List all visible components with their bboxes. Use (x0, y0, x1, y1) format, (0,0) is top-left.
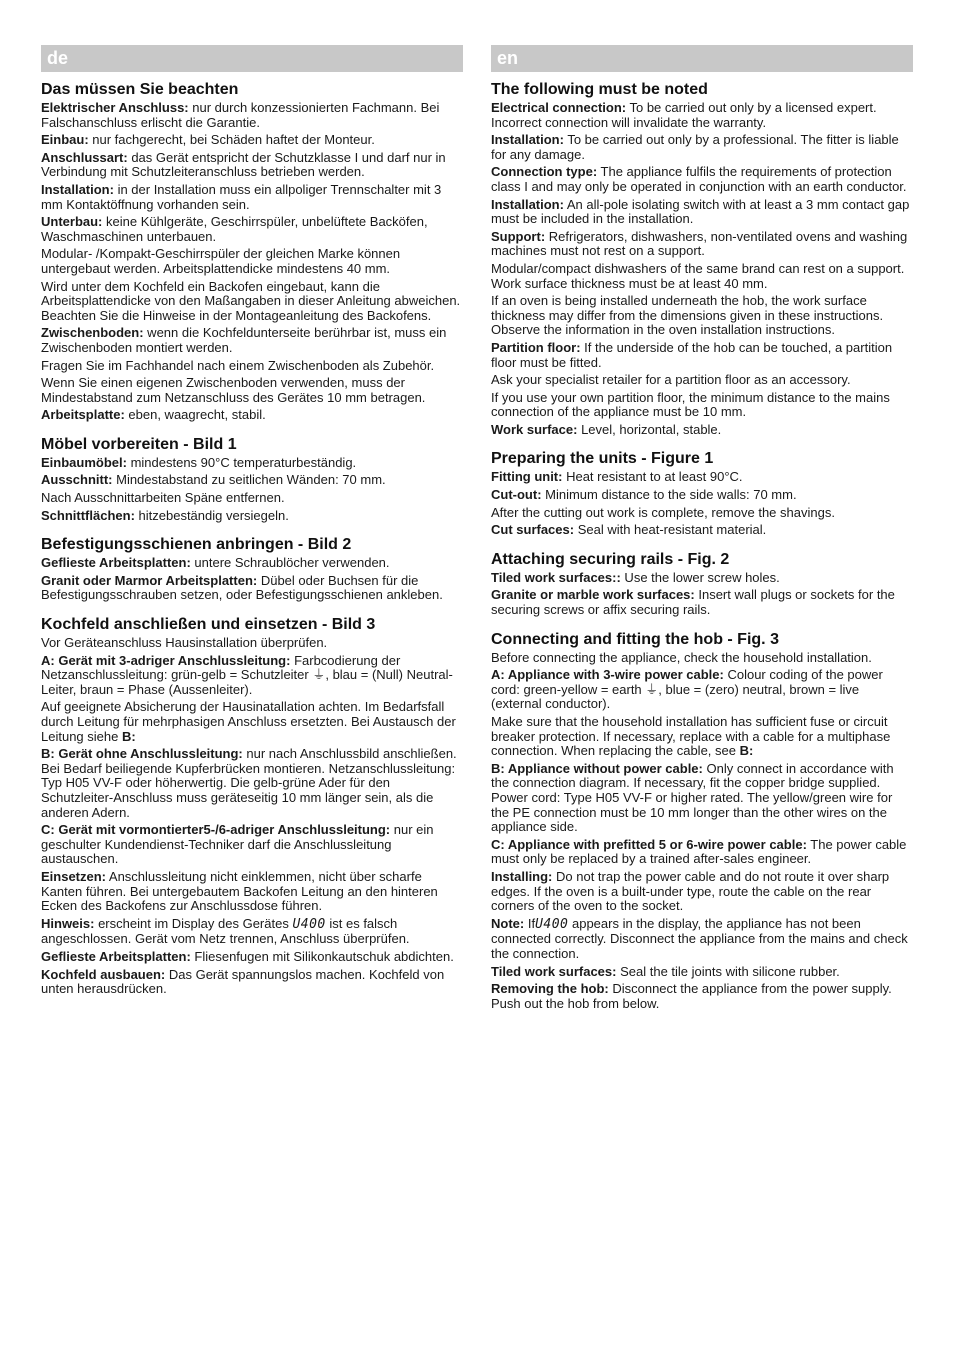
display-code: U400 (292, 916, 326, 932)
paragraph (41, 636, 463, 651)
paragraph-text: Colour coding of the power cord: green-yellow = earth ⏚, blue = (zero) neutral, brown = live (external conductor). (491, 667, 883, 712)
paragraph (41, 101, 463, 130)
paragraph-text: If you use your own partition floor, the minimum distance to the mains connection of the appliance must be 10 mm. (491, 389, 890, 420)
paragraph-text: nur ein geschulter Kundendienst-Techniker darf die Anschlussleitung austauschen. (41, 822, 434, 867)
paragraph (41, 151, 463, 180)
paragraph-text: Farbcodierung der Netzanschlussleitung: grün-gelb = Schutzleiter ⏚, blau = (Null) Neutral-Leiter, braun = Phase (Aussenleiter). (41, 652, 453, 697)
paragraph-text: Fliesenfugen mit Silikonkautschuk abdichten. (190, 948, 454, 964)
paragraph-label: Installation: (491, 196, 564, 212)
paragraph-label: Tiled work surfaces: (491, 963, 617, 979)
paragraph (491, 373, 913, 388)
paragraph (41, 408, 463, 423)
paragraph (491, 230, 913, 259)
paragraph-text: Das Gerät spannungslos machen. Kochfeld von unten herausdrücken. (41, 966, 445, 997)
paragraph-text: Seal with heat-resistant material. (574, 522, 767, 538)
paragraph-text: appears in the display, the appliance has not been connected correctly. Disconnect the appliance from the mains and check the connection. (491, 915, 908, 961)
paragraph-text: If (524, 915, 536, 931)
paragraph-text: Heat resistant to at least 90°C. (562, 469, 743, 485)
paragraph (491, 838, 913, 867)
paragraph (41, 247, 463, 276)
language-bar-de: de (41, 45, 463, 72)
paragraph (41, 747, 463, 820)
section-heading: Attaching securing rails - Fig. 2 (491, 550, 730, 568)
section-heading: Kochfeld anschließen und einsetzen - Bild 3 (41, 616, 376, 634)
paragraph-label: Cut surfaces: (491, 522, 575, 538)
paragraph (41, 823, 463, 867)
paragraph-text: Modular/compact dishwashers of the same brand can rest on a support. Work surface thickness must be at least 40 mm. (491, 260, 905, 291)
paragraph (41, 870, 463, 914)
paragraph-text: in der Installation muss ein allpoliger Trennschalter mit 3 mm Kontaktöffnung vorhanden sein. (41, 181, 442, 212)
paragraph-label: Note: (491, 915, 525, 931)
paragraph-text: Before connecting the appliance, check the household installation. (491, 649, 872, 665)
paragraph-label: Electrical connection: (491, 100, 627, 115)
paragraph-text: mindestens 90°C temperaturbeständig. (126, 454, 357, 470)
paragraph-text: To be carried out only by a professional. The fitter is liable for any damage. (491, 132, 899, 162)
sections-en (491, 80, 913, 1011)
paragraph-label: Partition floor: (491, 339, 581, 355)
paragraph-text: After the cutting out work is complete, remove the shavings. (491, 504, 835, 520)
paragraph-label: Geflieste Arbeitsplatten: (41, 555, 191, 571)
paragraph (41, 968, 463, 997)
paragraph-text: Use the lower screw holes. (620, 569, 780, 585)
paragraph-text: Make sure that the household installation has sufficient fuse or circuit breaker protection. If necessary, replace with a cable for a multiphase connection. When replacing the cable, see (491, 714, 891, 759)
paragraph-text: An all-pole isolating switch with at least a 3 mm contact gap must be included in the installation. (491, 196, 910, 227)
paragraph (491, 588, 913, 617)
paragraph-label: Installing: (491, 868, 553, 884)
paragraph (491, 870, 913, 914)
paragraph-text: Level, horizontal, stable. (577, 421, 722, 437)
column-german (41, 45, 463, 1000)
paragraph (41, 574, 463, 603)
paragraph-label: Connection type: (491, 164, 598, 180)
paragraph-text: nur durch konzessionierten Fachmann. Bei Falschanschluss erlischt die Garantie. (41, 100, 440, 130)
paragraph-text: Only connect in accordance with the connection diagram. If necessary, fit the copper bridge supplied. Power cord: Type H05 VV-F or higher rated. The yellow/green wire for the PE connection must be 10 mm longer than the other wires on the appliance side. (491, 760, 894, 835)
paragraph (491, 762, 913, 835)
paragraph-label: C: Appliance with prefitted 5 or 6-wire power cable: (491, 836, 807, 852)
paragraph-label: Elektrischer Anschluss: (41, 100, 189, 115)
paragraph-label: Granit oder Marmor Arbeitsplatten: (41, 572, 258, 588)
paragraph-label: Support: (491, 228, 546, 244)
paragraph (41, 491, 463, 506)
paragraph (41, 133, 463, 148)
paragraph-label: Fitting unit: (491, 469, 563, 485)
paragraph-text: Ask your specialist retailer for a partition floor as an accessory. (491, 372, 851, 388)
paragraph-label: Unterbau: (41, 214, 103, 230)
paragraph (491, 423, 913, 438)
paragraph-label: Removing the hob: (491, 981, 609, 997)
paragraph-label: B: Appliance without power cable: (491, 760, 703, 776)
paragraph (491, 506, 913, 521)
paragraph-label: Zwischenboden: (41, 325, 144, 341)
paragraph-text: Modular- /Kompakt-Geschirrspüler der gleichen Marke können untergebaut werden. Arbeitsplattendicke mindestens 40 mm. (41, 246, 401, 276)
paragraph (41, 456, 463, 471)
paragraph-label: B: (121, 728, 136, 744)
paragraph (491, 571, 913, 586)
paragraph (41, 326, 463, 355)
section-heading: Connecting and fitting the hob - Fig. 3 (491, 630, 779, 648)
paragraph (491, 470, 913, 485)
paragraph (491, 262, 913, 291)
paragraph (41, 359, 463, 374)
paragraph-label: Work surface: (491, 421, 578, 437)
paragraph-label: Anschlussart: (41, 149, 128, 165)
paragraph-text: hitzebeständig versiegeln. (134, 507, 289, 523)
paragraph-text: Nach Ausschnittarbeiten Späne entfernen. (41, 490, 285, 506)
paragraph-text: eben, waagrecht, stabil. (124, 407, 266, 423)
paragraph-text: Refrigerators, dishwashers, non-ventilated ovens and washing machines must not rest on a support. (491, 228, 908, 259)
paragraph-label: B: Gerät ohne Anschlussleitung: (41, 746, 243, 762)
paragraph (491, 668, 913, 712)
paragraph (491, 294, 913, 338)
paragraph-label: B: (739, 743, 754, 759)
paragraph-text: ist es falsch angeschlossen. Gerät vom Netz trennen, Anschluss überprüfen. (41, 915, 410, 947)
paragraph-text: Minimum distance to the side walls: 70 mm. (541, 487, 797, 503)
paragraph (491, 133, 913, 162)
paragraph-text: Dübel oder Buchsen für die Befestigungsschrauben setzen, oder Befestigungsschienen ankleben. (41, 572, 443, 603)
paragraph (41, 556, 463, 571)
paragraph-text: keine Kühlgeräte, Geschirrspüler, unbelüftete Backöfen, Waschmaschinen unterbauen. (41, 214, 428, 244)
paragraph-text: erscheint im Display des Gerätes (94, 915, 293, 931)
section-heading: The following must be noted (491, 81, 708, 98)
paragraph-label: Hinweis: (41, 915, 95, 931)
paragraph-label: Installation: (491, 132, 564, 148)
paragraph-label: Einsetzen: (41, 868, 107, 884)
section-heading: Preparing the units - Figure 1 (491, 450, 714, 468)
sections-de (41, 80, 463, 997)
paragraph (41, 509, 463, 524)
paragraph (41, 473, 463, 488)
paragraph (491, 198, 913, 227)
column-english (491, 45, 913, 1014)
paragraph (491, 391, 913, 420)
paragraph-label: C: Gerät mit vormontierter5-/6-adriger Anschlussleitung: (41, 822, 391, 838)
paragraph-text: Fragen Sie im Fachhandel nach einem Zwischenboden als Zubehör. (41, 357, 435, 373)
paragraph-label: A: Appliance with 3-wire power cable: (491, 667, 724, 683)
paragraph-text: Anschlussleitung nicht einklemmen, nicht über scharfe Kanten führen. Bei untergebautem Backofen Leitung an den hinteren Ecken des Backofens zur Anschlussdose führen. (41, 868, 438, 914)
paragraph (41, 376, 463, 405)
paragraph (491, 965, 913, 980)
paragraph (41, 950, 463, 965)
paragraph-text: das Gerät entspricht der Schutzklasse I und darf nur in Verbindung mit Schutzleiteranschluss betrieben werden. (41, 149, 446, 180)
paragraph-text: Wird unter dem Kochfeld ein Backofen eingebaut, kann die Arbeitsplattendicke von den Maßangaben in dieser Anleitung abweichen. Beachten Sie die Hinweise in der Montageanleitung des Backofens. (41, 278, 461, 323)
display-code: U400 (535, 916, 569, 932)
paragraph-text: Do not trap the power cable and do not route it over sharp edges. If the oven is a built-under type, route the cable on the rear corners of the oven to the socket. (491, 868, 890, 914)
paragraph-text: The power cable must only be replaced by a trained after-sales engineer. (491, 836, 907, 867)
paragraph-text: Seal the tile joints with silicone rubber. (616, 963, 840, 979)
paragraph-text: Vor Geräteanschluss Hausinstallation überprüfen. (41, 635, 328, 651)
paragraph-text: If the underside of the hob can be touched, a partition floor must be fitted. (491, 339, 893, 370)
paragraph-label: Kochfeld ausbauen: (41, 966, 166, 982)
paragraph-text: untere Schraublöcher verwenden. (190, 555, 390, 571)
paragraph (41, 917, 463, 947)
paragraph-text: The appliance fulfils the requirements of protection class I and may only be operated in conjunction with an earth conductor. (491, 164, 907, 194)
paragraph-text: nur fachgerecht, bei Schäden haftet der Monteur. (88, 132, 375, 148)
paragraph (41, 215, 463, 244)
paragraph (491, 488, 913, 503)
paragraph-text: Auf geeignete Absicherung der Hausinatallation achten. Im Bedarfsfall durch Leitung für mehrphasigen Anschluss ersetzten. Bei Austausch der Leitung siehe (41, 699, 456, 744)
paragraph-label: Einbaumöbel: (41, 454, 127, 470)
language-bar-en: en (491, 45, 913, 72)
paragraph (491, 101, 913, 130)
paragraph-text: If an oven is being installed underneath the hob, the work surface thickness may differ from the dimensions given in these instructions. Observe the information in the oven installation instructions. (491, 293, 884, 338)
paragraph (491, 523, 913, 538)
paragraph-label: A: Gerät mit 3-adriger Anschlussleitung: (41, 652, 291, 668)
paragraph (491, 651, 913, 666)
section-heading: Das müssen Sie beachten (41, 81, 239, 98)
paragraph-label: Installation: (41, 181, 114, 197)
paragraph-text: nur nach Anschlussbild anschließen. Bei Bedarf beiliegende Kupferbrücken montieren. Netzanschlussleitung: Typ H05 VV-F oder höherwertig. Die gelb-grüne Ader für den Schutzleiter-Anschluss muss geräteseitig 10 mm länger sein, als die anderen Adern. (41, 746, 457, 820)
paragraph-label: Geflieste Arbeitsplatten: (41, 948, 191, 964)
section-heading: Befestigungsschienen anbringen - Bild 2 (41, 536, 352, 554)
paragraph (491, 341, 913, 370)
paragraph (491, 715, 913, 759)
paragraph (491, 982, 913, 1011)
section-heading: Möbel vorbereiten - Bild 1 (41, 435, 237, 453)
paragraph (491, 165, 913, 194)
paragraph-label: Tiled work surfaces:: (491, 569, 621, 585)
paragraph-text: Wenn Sie einen eigenen Zwischenboden verwenden, muss der Mindestabstand zum Netzanschluss des Gerätes 10 mm betragen. (41, 375, 426, 405)
paragraph-text: Mindestabstand zu seitlichen Wänden: 70 mm. (112, 472, 386, 488)
paragraph (41, 654, 463, 698)
paragraph-label: Granite or marble work surfaces: (491, 587, 695, 603)
paragraph (491, 917, 913, 962)
paragraph-label: Ausschnitt: (41, 472, 113, 488)
paragraph (41, 183, 463, 212)
paragraph-label: Cut-out: (491, 487, 542, 503)
paragraph-text: To be carried out only by a licensed expert. Incorrect connection will invalidate the warranty. (491, 100, 877, 130)
paragraph-text: wenn die Kochfeldunterseite berührbar ist, muss ein Zwischenboden montiert werden. (41, 325, 447, 355)
paragraph-label: Arbeitsplatte: (41, 407, 125, 423)
paragraph (41, 700, 463, 744)
paragraph (41, 280, 463, 324)
paragraph-label: Schnittflächen: (41, 507, 135, 523)
paragraph-text: Insert wall plugs or sockets for the securing screws or affix securing rails. (491, 587, 895, 618)
paragraph-text: Disconnect the appliance from the power supply. Push out the hob from below. (491, 981, 892, 1011)
paragraph-label: Einbau: (41, 132, 89, 148)
